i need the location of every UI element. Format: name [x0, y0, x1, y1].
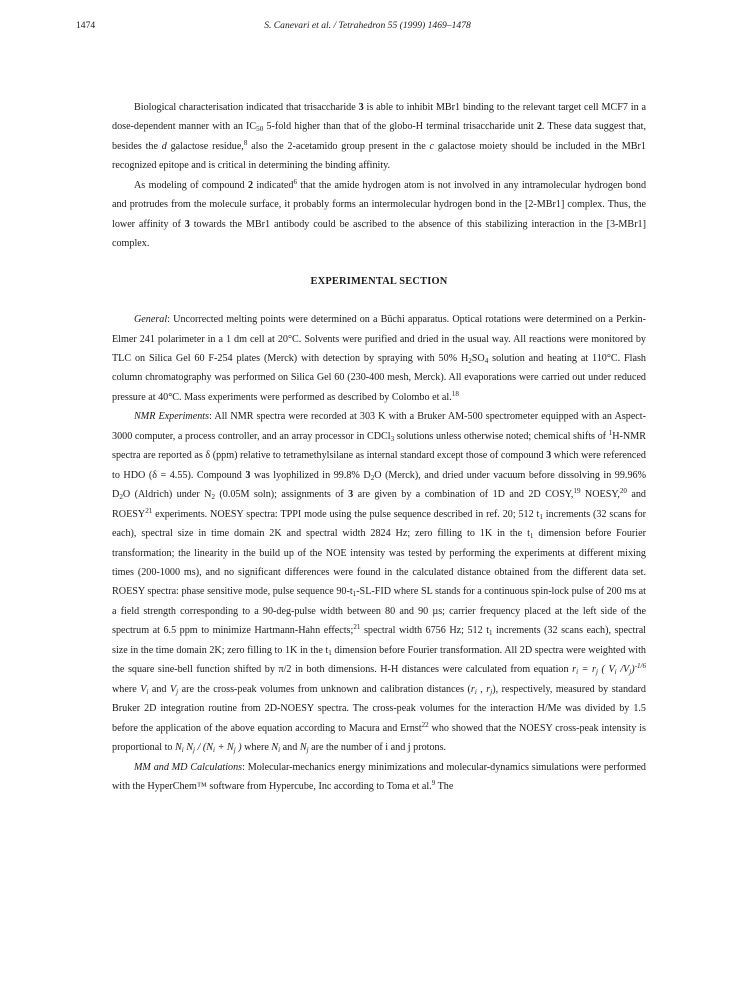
citation: 18: [451, 389, 459, 398]
paragraph-modeling: As modeling of compound 2 indicated$^6$ that the amide hydrogen atom is not involved in any intramolecular hydrogen bond and protrudes from the molecule surface, it probably forms an intermolecular hydrogen bond in the [2-MBr1] complex. Thus, the lower affinity of 3 towards the MBr1 antibody could be ascribed to the absence of this stabilizing interaction in the [3-MBr1] complex.: [112, 177, 647, 250]
page-number: 1474: [76, 20, 96, 31]
citation: 6: [293, 177, 297, 186]
citation: 22: [421, 720, 429, 729]
paragraph-mm-md-calculations: MM and MD Calculations: Molecular-mechanics energy minimizations and molecular-dynamics simulations were performed with the HyperChem™ software from Hypercube, Inc according to Toma et al.$^9$ The: [112, 761, 646, 792]
running-header: [76, 20, 659, 34]
citation: 20: [619, 487, 627, 496]
citation: 19: [573, 487, 581, 496]
citation: 8: [243, 139, 248, 147]
paragraph-nmr-experiments: NMR Experiments: All NMR spectra were recorded at 303 K with a Bruker AM-500 spectrometer equipped with an Aspect-3000 computer, a process controller, and an array processor in CDCl$_3$ solutions unless otherwise noted; chemical shifts of $^1$H-NMR spectra are reported as δ (ppm) relative to tetramethylsilane as internal standard except those of compound 3 which were referenced to HDO (δ = 4.55). Compound 3 was lyophilized in 99.8% $D_2O$ (Merck), and dried under vacuum before dissolving in 99.96% $D_2O$ (Aldrich) under $N_2$ (0.05M soln); assignments of 3 are given by a combination of 1D and 2D COSY,$^{19}$ NOESY,$^{20}$ and ROESY$^{21}$ experiments. NOESY spectra: TPPI mode using the pulse sequence described in ref. 20; 512 $t_1$ increments (32 scans for each), spectral size in time domain 2K and spectral width 2824 Hz; zero filling to 1K in the $t_1$ dimension before Fourier transformation; the linearity in the build up of the NOE intensity was tested by performing the experiments at different mixing times (200-1000 ms), and no significant differences were found in the calculated distance obtained from the different data set. ROESY spectra: phase sensitive mode, pulse sequence $90-t_1-SL$-FID where SL stands for a continuous spin-lock pulse of 200 ms at a field strength corresponding to a 90-deg-pulse width between 80 and 90 µs; carrier frequency placed at the left side of the spectrum at 6.5 ppm to minimize Hartmann-Hahn effects;$^{21}$ spectral width 6756 Hz; 512 $t_1$ increments (32 scans each), spectral size in the time domain 2K; zero filling to 1K in the $t_1$ dimension before Fourier transformation. All 2D spectra were weighted with the square sine-bell function shifted by π/2 in both dimensions. H-H distances were calculated from equation $r_i = r_j$ ( $V_i$ $/V_j)^{-1/6}$ where $V_i$ and $V_j$ are the cross-peak volumes from unknown and calibration distances ($r_i$ , $r_j$), respectively, measured by standard Bruker 2D integration routine from 2D-NOESY spectra. The cross-peak volumes for the interaction H/Me was divided by 1.5 before the application of the above equation according to Macura and Ernst$^{22}$ who showed that the NOESY cross-peak intensity is proportional to $N_i$ $N_j / (N_i + N_j$ ) where $N_i$ and $N_j$ are the number of i and j protons.: [112, 411, 647, 755]
paragraph-biological-characterisation: Biological characterisation indicated that trisaccharide 3 is able to inhibit MBr1 binding to the relevant target cell MCF7 in a dose-dependent manner with an $IC_{50}$ 5-fold higher than that of the globo-H terminal trisaccharide unit 2. These data suggest that, besides the d galactose residue,$^8$ also the 2-acetamido group present in the c galactose moiety should be included in the MBr1 recognized epitope and is critical in determining the binding affinity.: [112, 102, 646, 172]
proton-ratio-expression: $N_i$ $N_j / (N_i + N_j$ ): [175, 742, 242, 755]
citation: 21: [353, 623, 361, 632]
page-body: [112, 98, 646, 796]
section-title: EXPERIMENTAL SECTION: [310, 275, 448, 287]
citation: 21: [145, 506, 153, 515]
paragraph-general: General: Uncorrected melting points were determined on a Büchi apparatus. Optical rotations were determined on a Perkin-Elmer 241 polarimeter in a 1 dm cell at 20°C. Solvents were purified and dried in the usual way. All reactions were monitored by TLC on Silica Gel 60 F-254 plates (Merck) with detection by spraying with 50% $H_2SO_4$ solution and heating at 110°C. Flash column chromatography was performed on Silica Gel 60 (230-400 mesh, Merck). All evaporations were carried out under reduced pressure at 40°C. Mass experiments were performed as described by Colombo et al.$^{18}$: [112, 314, 646, 403]
running-head: S. Canevari et al. / Tetrahedron 55 (1999) 1469–1478: [264, 20, 471, 31]
citation: 9: [431, 779, 436, 788]
distance-equation: $r_i = r_j$ ( $V_i$ $/V_j)^{-1/6}$: [572, 662, 647, 677]
